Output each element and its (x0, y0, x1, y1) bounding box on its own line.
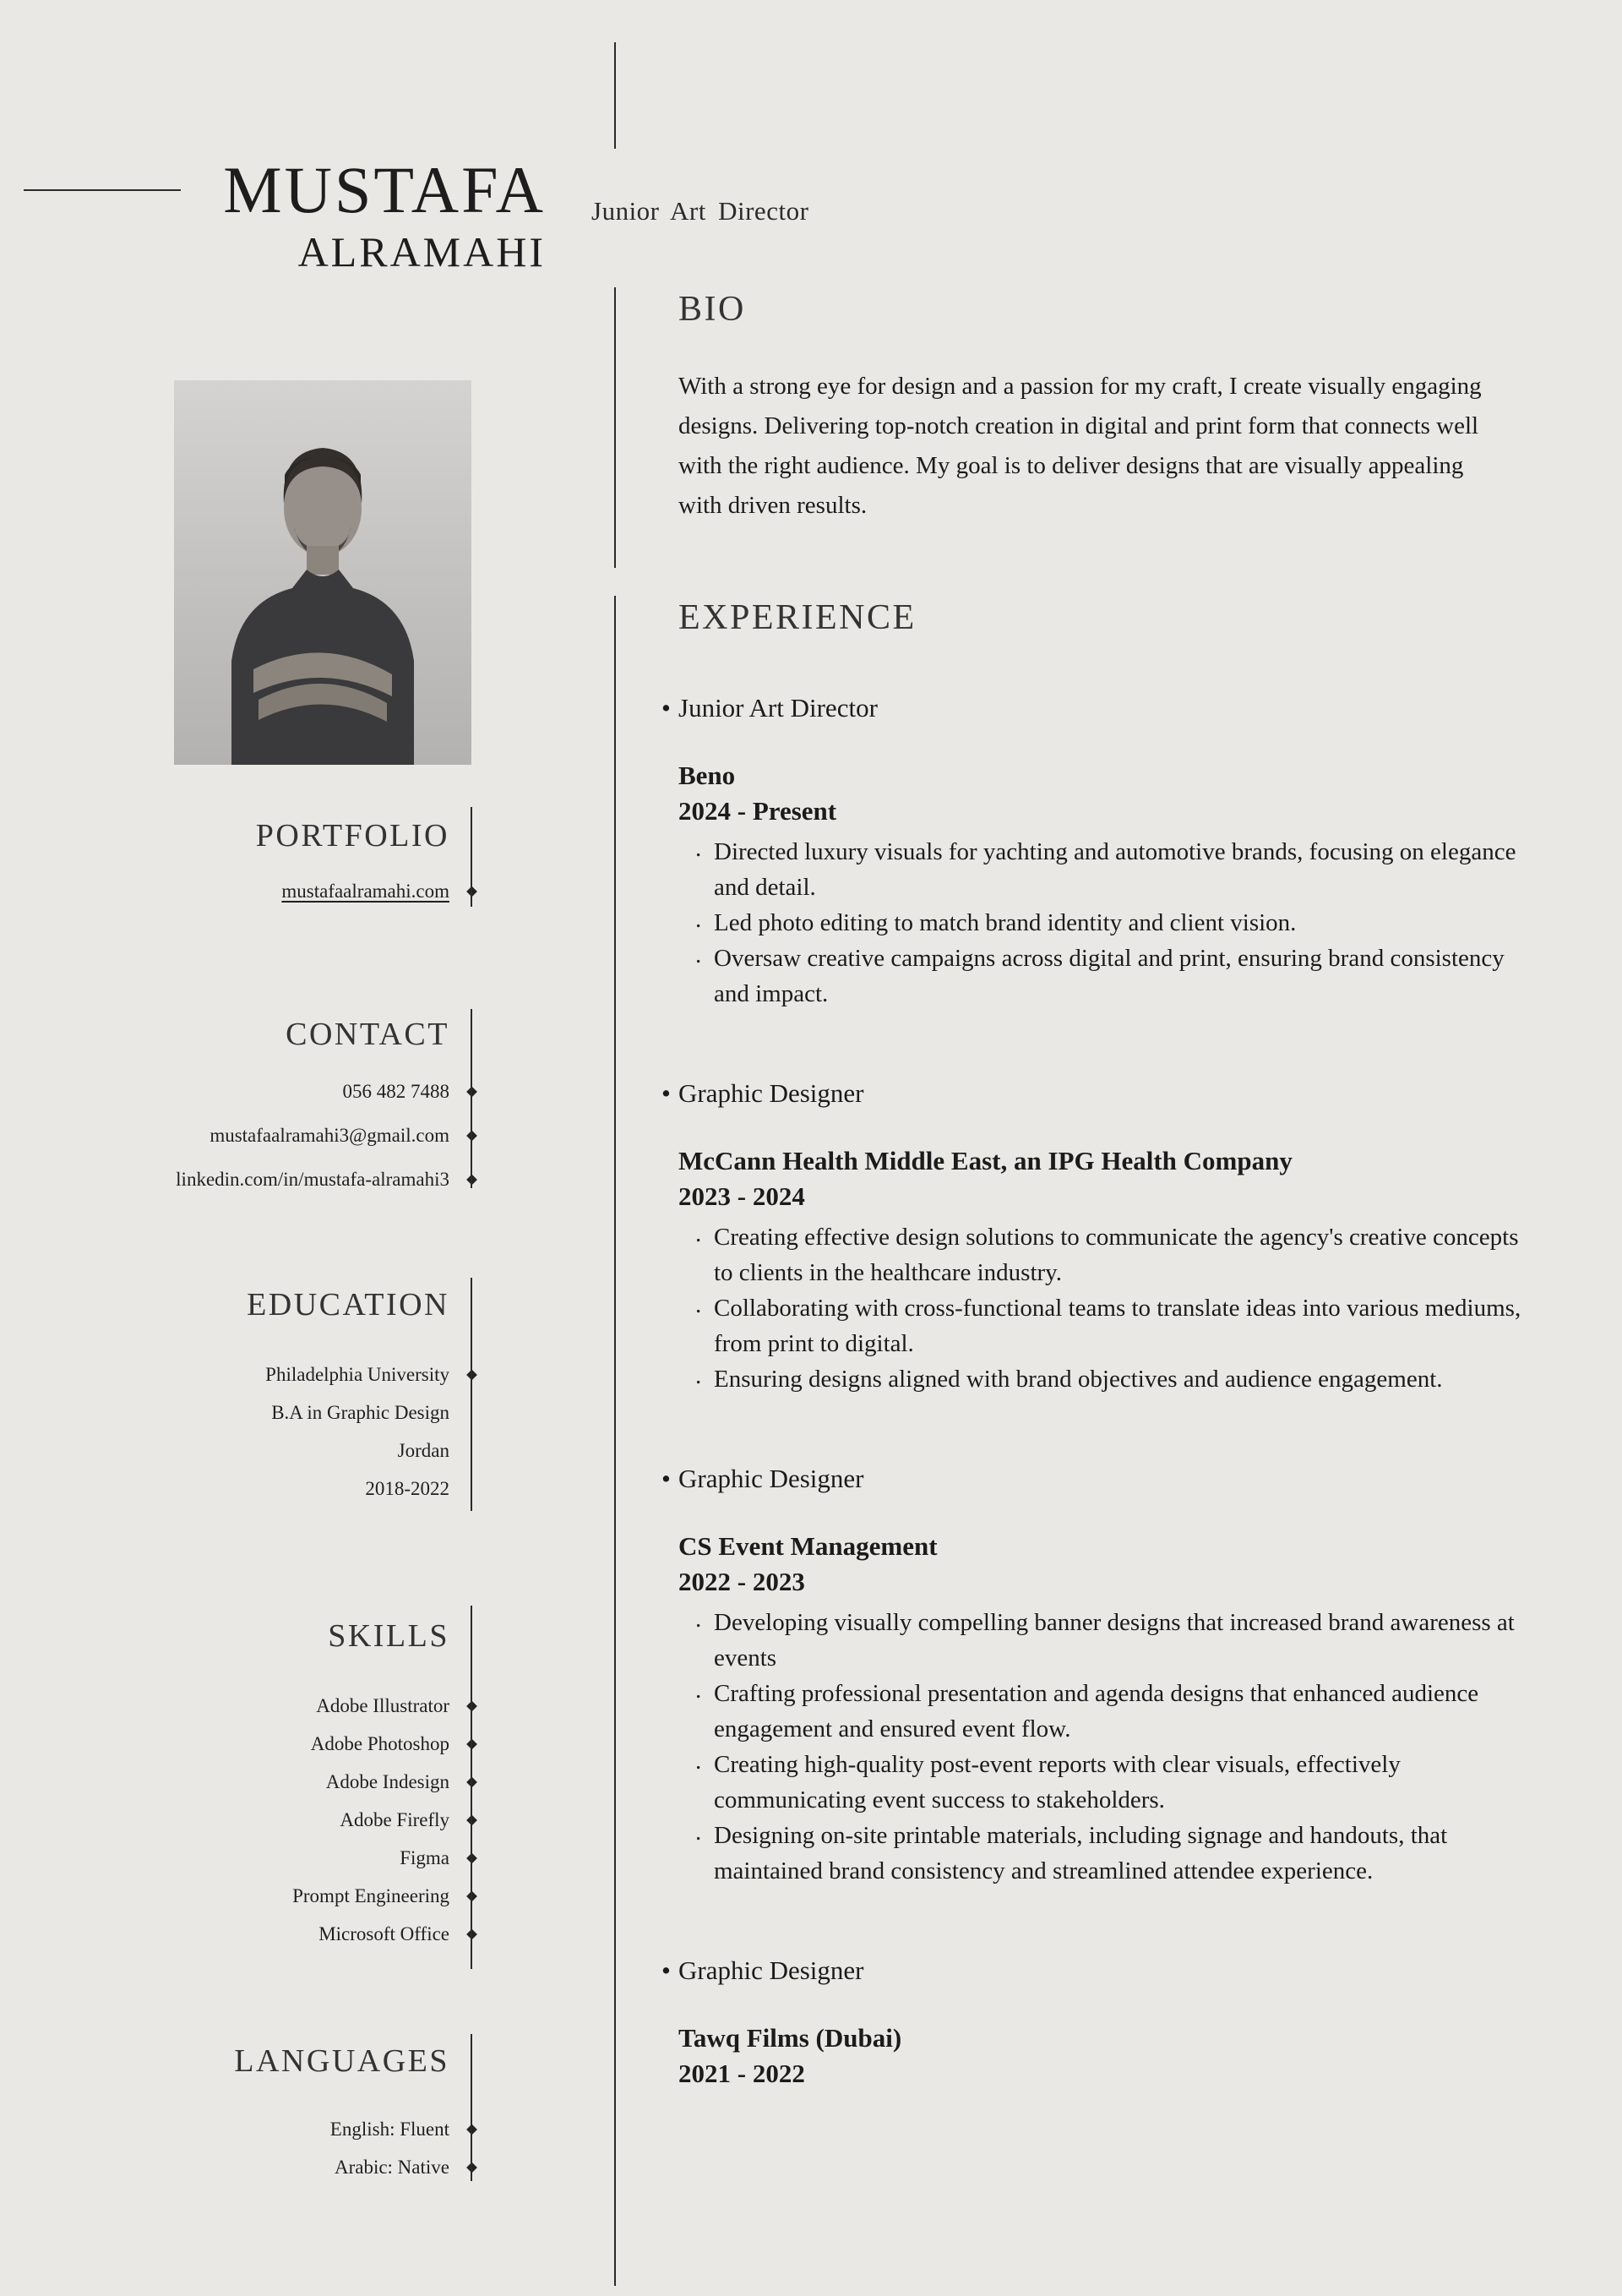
skill-item-text: Adobe Illustrator (316, 1695, 449, 1716)
job-bullet-text: Developing visually compelling banner designs that increased brand awareness at events (714, 1609, 1515, 1672)
section-divider-line (471, 1278, 472, 1511)
job-role: • Graphic Designer (678, 1077, 1539, 1110)
jobs-list (678, 692, 1539, 2091)
portrait-illustration (174, 380, 471, 765)
education-item-text: 2018-2022 (365, 1478, 449, 1499)
education-item-text: Philadelphia University (265, 1364, 449, 1385)
job-bullets (678, 834, 1539, 1012)
contact-item-text: 056 482 7488 (342, 1081, 449, 1102)
job-bullet-text: Crafting professional presentation and agenda designs that enhanced audience engagement and ensured event flow. (714, 1680, 1479, 1742)
education-item (0, 1432, 486, 1470)
experience-section (614, 596, 1539, 2157)
contact-item-text: linkedin.com/in/mustafa-alramahi3 (176, 1169, 449, 1190)
skill-item (0, 1839, 486, 1877)
job-company: Tawq Films (Dubai) (678, 2023, 902, 2053)
skill-item-text: Microsoft Office (318, 1923, 449, 1944)
education-title: EDUCATION (247, 1287, 449, 1323)
job-bullet-text: Creating high-quality post-event reports with clear visuals, effectively communicating event success to stakeholders. (714, 1751, 1401, 1813)
experience-divider-line (614, 596, 616, 2286)
job-bullet (678, 1747, 1539, 1818)
education-item (0, 1355, 486, 1393)
section-divider-line (471, 1009, 472, 1188)
experience-job (678, 692, 1539, 1012)
name-block (194, 155, 546, 278)
contact-item-text: mustafaalramahi3@gmail.com (210, 1125, 449, 1146)
skill-item-text: Adobe Photoshop (310, 1733, 449, 1754)
contact-list (0, 1070, 486, 1202)
job-period: 2024 - Present (678, 796, 837, 826)
contact-item (0, 1070, 486, 1114)
job-bullet (678, 1818, 1539, 1889)
portfolio-link[interactable]: mustafaalramahi.com (281, 881, 449, 902)
contact-item (0, 1114, 486, 1158)
language-item-text: Arabic: Native (334, 2157, 449, 2178)
job-company: CS Event Management (678, 1531, 938, 1561)
bio-section (614, 287, 1535, 526)
skill-item-text: Adobe Firefly (340, 1809, 449, 1830)
skills-section (0, 1616, 486, 1953)
job-bullet (678, 834, 1539, 905)
skill-item-text: Adobe Indesign (325, 1771, 449, 1792)
job-bullet (678, 1676, 1539, 1747)
header-divider-line (614, 42, 616, 149)
section-divider-line (471, 1606, 472, 1969)
languages-section (0, 2041, 486, 2186)
experience-job (678, 1955, 1539, 2091)
section-divider-line (471, 807, 472, 907)
skill-item (0, 1763, 486, 1801)
languages-list (0, 2110, 486, 2186)
portfolio-link-item (0, 878, 486, 905)
education-item-text: B.A in Graphic Design (271, 1402, 449, 1423)
profile-photo (174, 380, 471, 765)
contact-section (0, 1014, 486, 1202)
experience-job (678, 1463, 1539, 1889)
portfolio-section (0, 815, 486, 905)
skill-item-text: Figma (400, 1847, 449, 1868)
job-bullet (678, 1605, 1539, 1676)
job-role: • Junior Art Director (678, 692, 1539, 724)
name-dash-line (24, 189, 181, 191)
job-bullets (678, 1219, 1539, 1397)
education-item (0, 1393, 486, 1432)
job-period: 2022 - 2023 (678, 1567, 805, 1596)
first-name: MUSTAFA (223, 153, 546, 226)
language-item-text: English: Fluent (329, 2119, 449, 2140)
languages-title: LANGUAGES (234, 2043, 449, 2079)
skills-title: SKILLS (328, 1618, 449, 1654)
bio-text: With a strong eye for design and a passion for my craft, I create visually engaging designs. Delivering top-notch creation in digital and print form that connects well with the right audience. My goal is to deliver designs that are visually appealing with driven results. (678, 373, 1482, 519)
language-item (0, 2148, 486, 2186)
language-item (0, 2110, 486, 2148)
job-bullet-text: Creating effective design solutions to communicate the agency's creative concepts to clients in the healthcare industry. (714, 1224, 1519, 1286)
job-bullet (678, 905, 1539, 941)
section-divider-line (471, 2034, 472, 2181)
skill-item (0, 1915, 486, 1953)
skill-item (0, 1801, 486, 1839)
job-bullet-text: Collaborating with cross-functional teams to translate ideas into various mediums, from print to digital. (714, 1295, 1521, 1357)
job-period: 2021 - 2022 (678, 2059, 805, 2088)
job-company: Beno (678, 761, 736, 790)
portfolio-title: PORTFOLIO (255, 818, 449, 854)
job-bullet-text: Designing on-site printable materials, including signage and handouts, that maintained brand consistency and streamlined attendee experience. (714, 1822, 1448, 1884)
bio-title: BIO (678, 290, 746, 329)
skill-item-text: Prompt Engineering (292, 1885, 449, 1906)
job-bullets (678, 1605, 1539, 1889)
job-role: • Graphic Designer (678, 1955, 1539, 1987)
education-section (0, 1284, 486, 1508)
job-bullet (678, 1361, 1539, 1397)
job-bullet (678, 941, 1539, 1012)
job-bullet (678, 1290, 1539, 1361)
skill-item (0, 1687, 486, 1725)
job-bullet (678, 1219, 1539, 1290)
education-list (0, 1355, 486, 1508)
last-name: ALRAMAHI (297, 228, 546, 275)
skill-item (0, 1877, 486, 1915)
education-item (0, 1470, 486, 1508)
experience-job (678, 1077, 1539, 1397)
job-bullet-text: Directed luxury visuals for yachting and automotive brands, focusing on elegance and detail. (714, 838, 1516, 901)
bio-divider-line (614, 287, 616, 568)
job-bullet-text: Ensuring designs aligned with brand objectives and audience engagement. (714, 1366, 1443, 1393)
job-bullet-text: Led photo editing to match brand identity and client vision. (714, 909, 1297, 936)
skill-item (0, 1725, 486, 1763)
contact-item (0, 1158, 486, 1202)
job-role: • Graphic Designer (678, 1463, 1539, 1495)
experience-title: EXPERIENCE (678, 598, 917, 637)
contact-title: CONTACT (286, 1017, 449, 1052)
job-period: 2023 - 2024 (678, 1181, 805, 1211)
education-item-text: Jordan (397, 1440, 449, 1461)
job-company: McCann Health Middle East, an IPG Health Company (678, 1146, 1293, 1175)
skills-list (0, 1687, 486, 1953)
job-bullet-text: Oversaw creative campaigns across digital and print, ensuring brand consistency and impact. (714, 945, 1505, 1007)
job-title: Junior Art Director (591, 196, 809, 226)
